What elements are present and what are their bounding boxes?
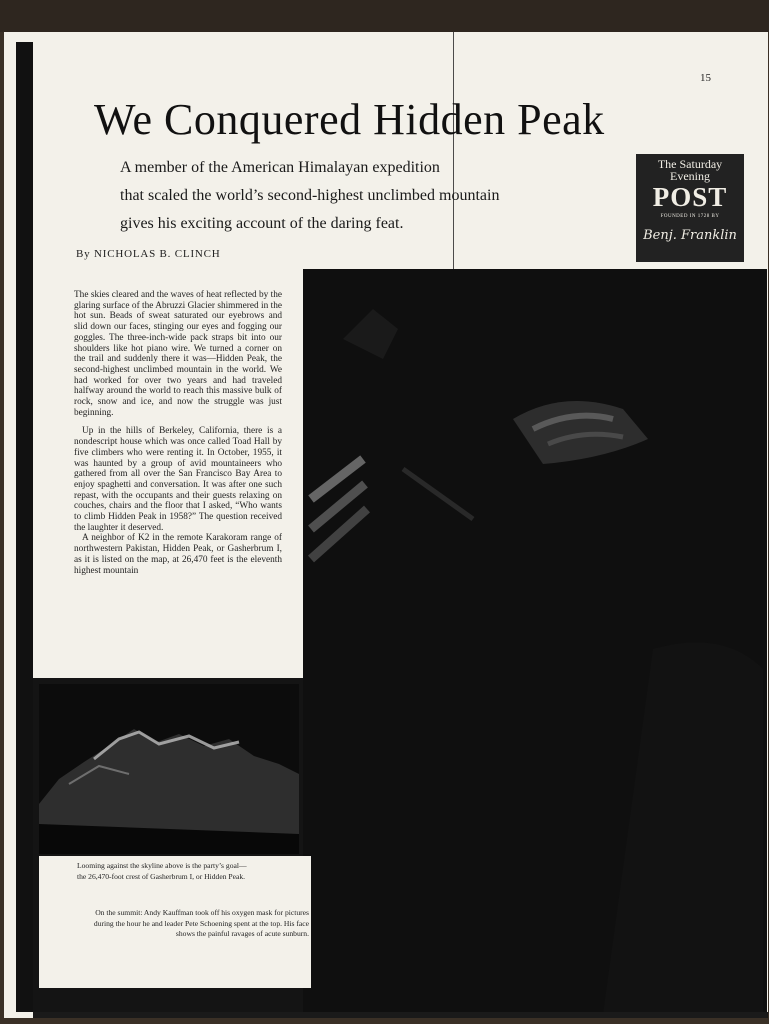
hidden-peak-photo: [39, 684, 299, 854]
body-paragraph: A neighbor of K2 in the remote Karakoram range of northwestern Pakistan, Hidden Peak, or Gasherbrum I, as it is listed on the map, at 26,470 feet is the eleventh highest mountain: [74, 533, 282, 576]
masthead-founded: FOUNDED IN 1728 BY: [660, 214, 720, 219]
article-headline: We Conquered Hidden Peak: [94, 95, 605, 144]
article-body: [74, 290, 282, 576]
byline: By NICHOLAS B. CLINCH: [76, 248, 221, 260]
masthead-line-1: The Saturday: [657, 157, 723, 171]
deck-line: gives his exciting account of the daring feat.: [120, 215, 404, 232]
mountain-image: [39, 684, 299, 854]
body-paragraph: Up in the hills of Berkeley, California, there is a nondescript house which was once called Toad Hall by five climbers who were renting it. In October, 1955, it was haunted by a group of avid mountaineers who gathered from all over the San Francisco Bay Area to enjoy spaghetti and conversation. It was after one such repast, with the occupants and their guests relaxing on couches, chairs and the floor that I asked, “Who wants to climb Hidden Peak in 1958?” The question received the laughter it deserved.: [74, 426, 282, 533]
masthead-title: POST: [652, 182, 728, 212]
page-number: 15: [700, 72, 711, 84]
masthead-line-2: Evening: [670, 169, 710, 183]
caption-panel: [39, 856, 311, 988]
summit-caption: On the summit: Andy Kauffman took off his oxygen mask for pictures during the hour he and leader Pete Schoening spent at the top. His face shows the painful ravages of acute sunburn.: [93, 908, 309, 938]
franklin-signature: Benj. Franklin: [643, 228, 737, 243]
deck-line: A member of the American Himalayan expedition: [120, 159, 440, 176]
scan-background: [0, 0, 769, 32]
deck-line: that scaled the world’s second-highest unclimbed mountain: [120, 187, 500, 204]
saturday-evening-post-logo: [636, 154, 744, 262]
magazine-page: [4, 32, 768, 1018]
page-bottom-edge: [33, 1012, 768, 1018]
body-paragraph: The skies cleared and the waves of heat reflected by the glaring surface of the Abruzzi Glacier shimmered in the hot sun. Beads of sweat saturated our eyebrows and slid down our faces, stinging our eyes and fogging our goggles. The three-inch-wide pack straps bit into our shoulders like hot piano wire. We turned a corner on the trail and suddenly there it was—Hidden Peak, the second-highest unclimbed mountain in the world. We had worked for over two years and had traveled halfway around the world to reach this massive bulk of rock, snow and ice, and now the struggle was just beginning.: [74, 290, 282, 418]
summit-photo: [303, 269, 767, 1014]
page-edge-bar: [16, 42, 33, 1012]
inset-caption: Looming against the skyline above is the party’s goal—the 26,470-foot crest of Gasherbrum I, or Hidden Peak.: [77, 861, 247, 881]
summit-photo-image: [303, 269, 767, 1014]
article-deck: [120, 154, 560, 238]
